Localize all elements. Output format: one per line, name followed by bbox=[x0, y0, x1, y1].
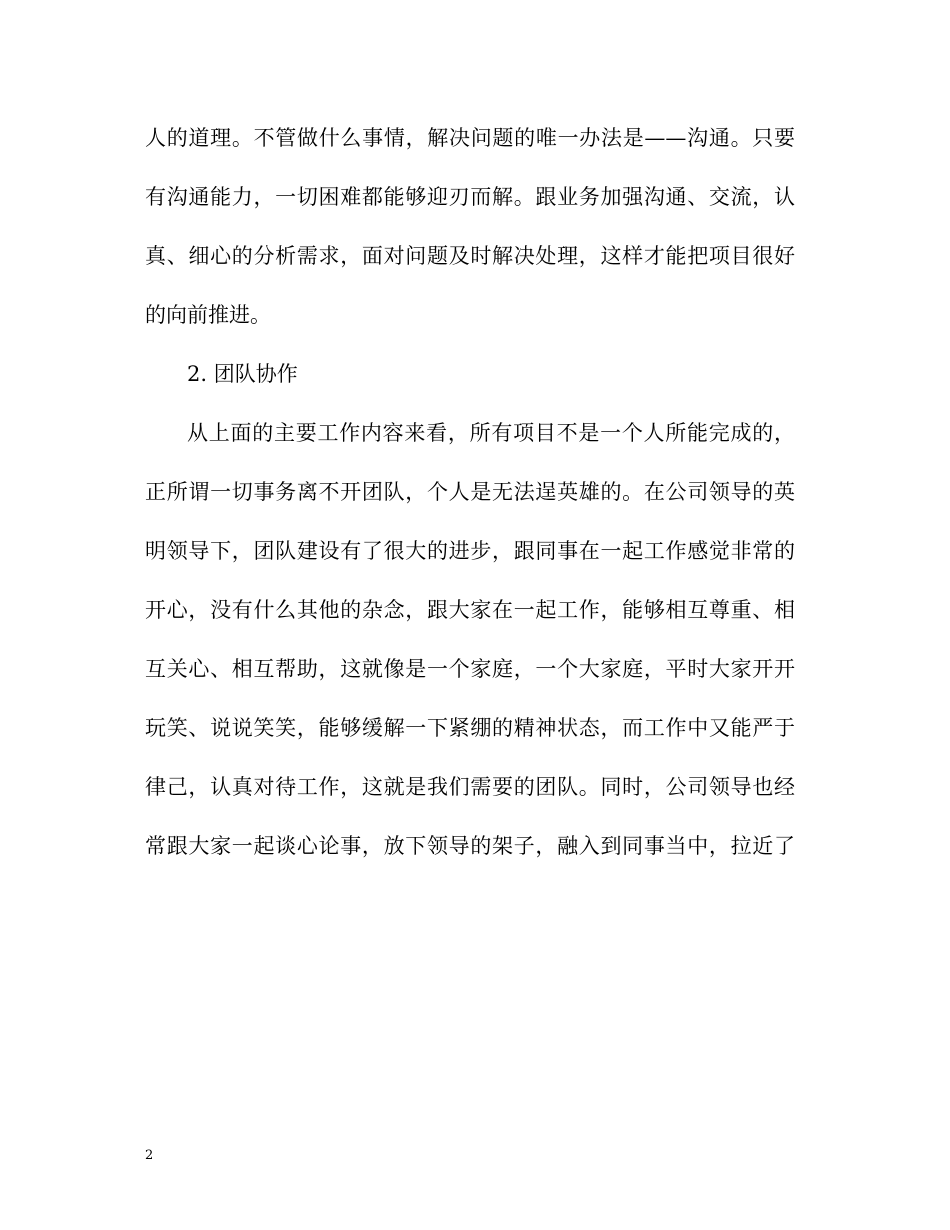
page-number: 2 bbox=[145, 1148, 154, 1163]
text-line: 的向前推进。 bbox=[145, 303, 271, 327]
text-line: 人的道理。不管做什么事情，解决问题的唯一办法是——沟通。只要 bbox=[145, 126, 795, 150]
text-line: 真、细心的分析需求，面对问题及时解决处理，这样才能把项目很好 bbox=[145, 244, 795, 268]
text-line: 有沟通能力，一切困难都能够迎刃而解。跟业务加强沟通、交流，认 bbox=[145, 185, 795, 209]
section-heading: 2. 团队协作 bbox=[187, 362, 298, 386]
text-line: 明领导下，团队建设有了很大的进步，跟同事在一起工作感觉非常的 bbox=[145, 539, 795, 563]
text-line: 开心，没有什么其他的杂念，跟大家在一起工作，能够相互尊重、相 bbox=[145, 598, 795, 622]
text-line: 律己，认真对待工作，这就是我们需要的团队。同时，公司领导也经 bbox=[145, 775, 795, 799]
text-line: 从上面的主要工作内容来看，所有项目不是一个人所能完成的， bbox=[187, 421, 795, 445]
text-line: 常跟大家一起谈心论事，放下领导的架子，融入到同事当中，拉近了 bbox=[145, 834, 795, 858]
text-line: 正所谓一切事务离不开团队，个人是无法逞英雄的。在公司领导的英 bbox=[145, 480, 795, 504]
text-line: 玩笑、说说笑笑，能够缓解一下紧绷的精神状态，而工作中又能严于 bbox=[145, 716, 795, 740]
text-line: 互关心、相互帮助，这就像是一个家庭，一个大家庭，平时大家开开 bbox=[145, 657, 795, 681]
